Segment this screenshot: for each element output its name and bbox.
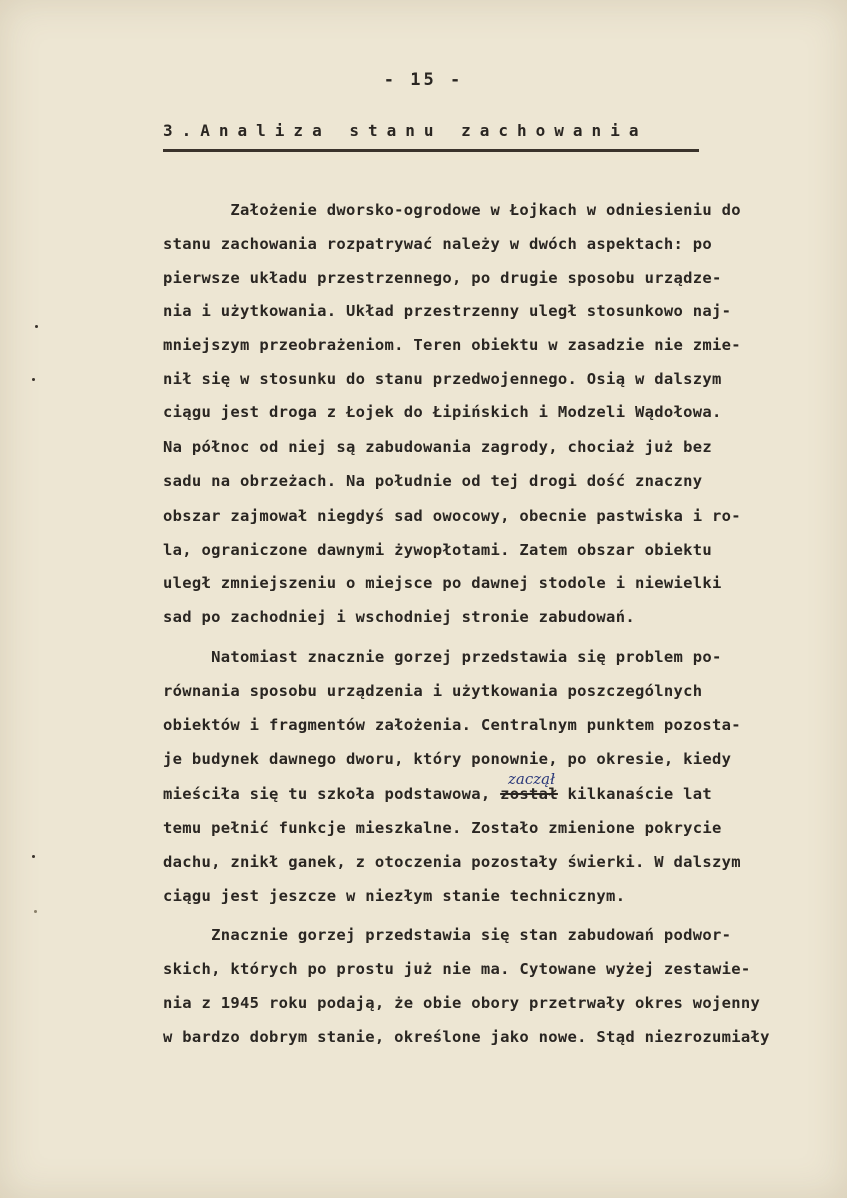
text-line: skich, których po prostu już nie ma. Cytowane wyżej zestawie- [163,960,751,978]
text-line-end: kilkanaście lat [557,785,713,803]
text-line: temu pełnić funkcje mieszkalne. Zostało zmienione pokrycie [163,819,722,837]
text-line: Założenie dworsko-ogrodowe w Łojkach w odniesieniu do [163,201,741,219]
heading-underline [163,149,699,152]
text-line: la, ograniczone dawnymi żywopłotami. Zatem obszar obiektu [163,541,713,559]
section-heading: 3.Analiza stanu zachowania [163,121,648,140]
margin-speck [34,910,37,913]
text-line: sadu na obrzeżach. Na południe od tej drogi dość znaczny [163,472,703,490]
text-line: sad po zachodniej i wschodniej stronie zabudowań. [163,608,635,626]
handwritten-correction: zaczął [508,770,555,788]
text-line: w bardzo dobrym stanie, określone jako nowe. Stąd niezrozumiały [163,1028,770,1046]
text-line: nia z 1945 roku podają, że obie obory przetrwały okres wojenny [163,994,761,1012]
text-line: nił się w stosunku do stanu przedwojennego. Osią w dalszym [163,370,722,388]
text-line: nia i użytkowania. Układ przestrzenny uległ stosunkowo naj- [163,302,732,320]
text-line: Na północ od niej są zabudowania zagrody, chociaż już bez [163,438,713,456]
page-number: - 15 - [383,70,464,90]
text-line-start: mieściła się tu szkoła podstawowa, [163,785,501,803]
text-line: obiektów i fragmentów założenia. Centralnym punktem pozosta- [163,716,741,734]
struck-word: został [500,785,558,803]
text-line: Znacznie gorzej przedstawia się stan zabudowań podwor- [163,926,732,944]
text-line: równania sposobu urządzenia i użytkowania poszczególnych [163,682,703,700]
text-line: mniejszym przeobrażeniom. Teren obiektu w zasadzie nie zmie- [163,336,741,354]
margin-speck [35,325,38,328]
text-line: uległ zmniejszeniu o miejsce po dawnej stodole i niewielki [163,574,722,592]
text-line: obszar zajmował niegdyś sad owocowy, obecnie pastwiska i ro- [163,507,741,525]
text-line: je budynek dawnego dworu, który ponownie, po okresie, kiedy [163,750,732,768]
text-line: stanu zachowania rozpatrywać należy w dwóch aspektach: po [163,235,713,253]
text-line-with-correction [163,785,712,803]
text-line: ciągu jest jeszcze w niezłym stanie technicznym. [163,887,626,905]
margin-speck [32,855,35,858]
text-line: ciągu jest droga z Łojek do Łipińskich i Modzeli Wądołowa. [163,403,722,421]
text-line: pierwsze układu przestrzennego, po drugie sposobu urządze- [163,269,722,287]
text-line: Natomiast znacznie gorzej przedstawia się problem po- [163,648,722,666]
margin-speck [32,378,35,381]
text-line: dachu, znikł ganek, z otoczenia pozostały świerki. W dalszym [163,853,741,871]
